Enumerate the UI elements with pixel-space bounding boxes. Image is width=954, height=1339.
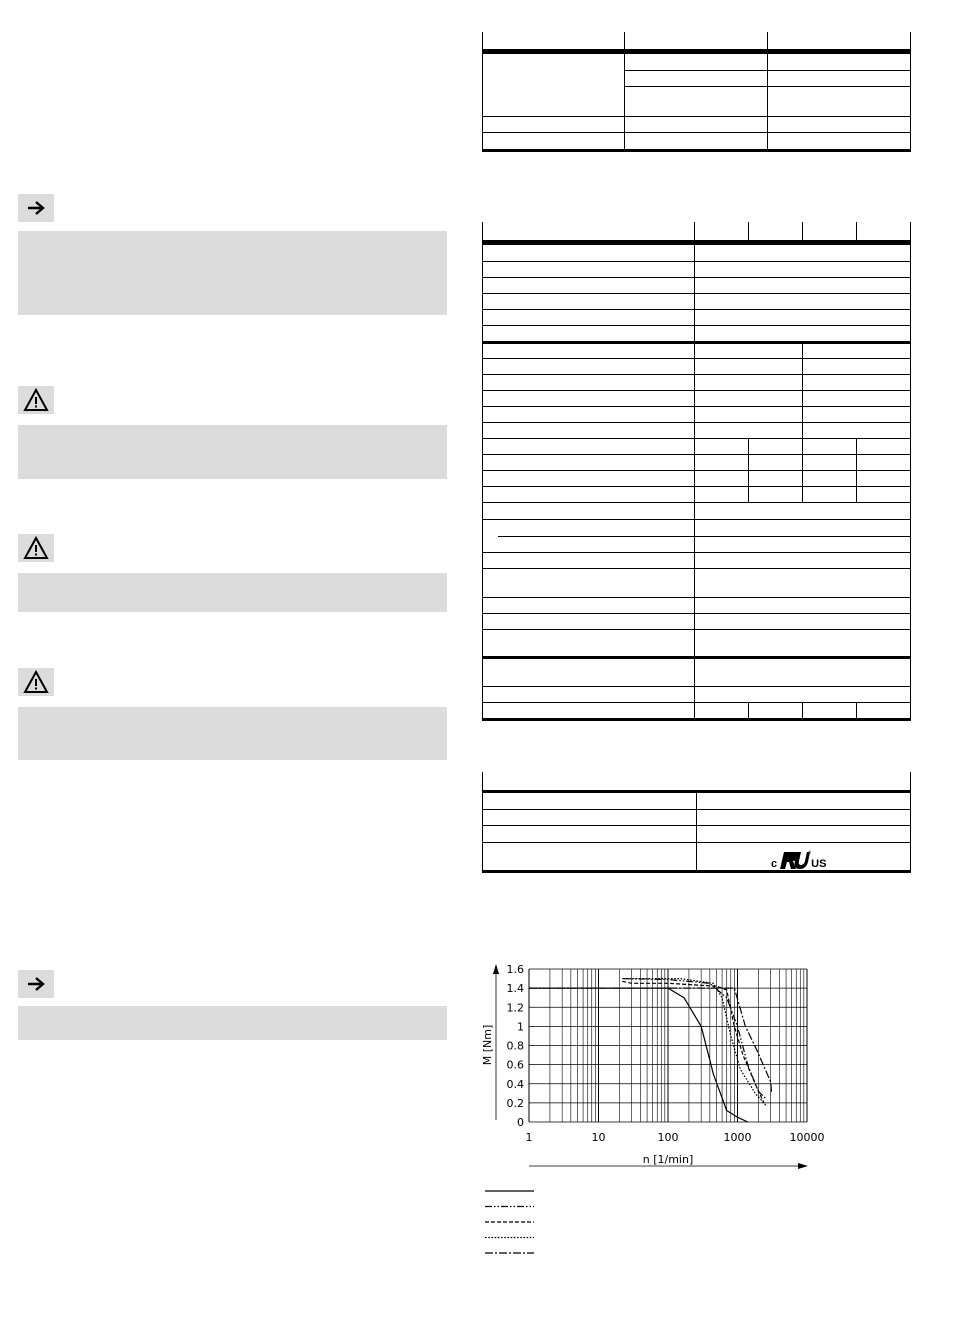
warning-icon-2: [18, 534, 54, 562]
cert-us: US: [811, 858, 827, 870]
y-tick-label: 0.4: [506, 1077, 524, 1091]
arrow-right-icon: [26, 976, 46, 992]
ru-logo-icon: [777, 850, 811, 870]
x-tick-label: 10000: [789, 1131, 825, 1144]
note-arrow-icon-2: [18, 970, 54, 998]
warning-box-3: [18, 707, 447, 760]
note-box-2: [18, 1006, 447, 1040]
note-box-1: [18, 231, 447, 315]
arrow-right-icon: [26, 200, 46, 216]
y-tick-label: 1.4: [506, 982, 524, 996]
series-line-1: [529, 988, 748, 1122]
y-tick-label: 1.6: [506, 963, 524, 976]
y-tick-label: 0.6: [506, 1058, 524, 1072]
warning-icon-1: [18, 386, 54, 414]
warning-box-1: [18, 425, 447, 479]
x-tick-label: 1000: [723, 1131, 752, 1144]
series-line-2: [622, 979, 765, 1099]
x-tick-label: 100: [657, 1131, 679, 1144]
warning-triangle-icon: [23, 670, 49, 694]
warning-box-2: [18, 573, 447, 612]
warning-triangle-icon: [23, 388, 49, 412]
x-tick-label: 10: [591, 1131, 606, 1144]
x-axis-label: n [1/min]: [642, 1153, 694, 1166]
y-tick-label: 0: [517, 1116, 524, 1129]
torque-speed-chart: [476, 960, 836, 1260]
y-tick-label: 1: [517, 1020, 524, 1034]
warning-icon-3: [18, 668, 54, 696]
series-line-3: [622, 981, 764, 1103]
note-arrow-icon: [18, 194, 54, 222]
x-tick-label: 1: [525, 1131, 533, 1144]
cert-c: c: [771, 858, 778, 870]
y-tick-label: 1.2: [506, 1001, 524, 1015]
x-axis-arrow-head: [798, 1163, 808, 1169]
y-axis-label: M [Nm]: [481, 1024, 494, 1066]
y-tick-label: 0.2: [506, 1096, 524, 1110]
y-tick-label: 0.8: [506, 1039, 524, 1053]
series-line-5: [529, 988, 772, 1093]
warning-triangle-icon: [23, 536, 49, 560]
y-axis-arrow-head: [493, 964, 499, 974]
cru-us-mark: [771, 848, 826, 870]
